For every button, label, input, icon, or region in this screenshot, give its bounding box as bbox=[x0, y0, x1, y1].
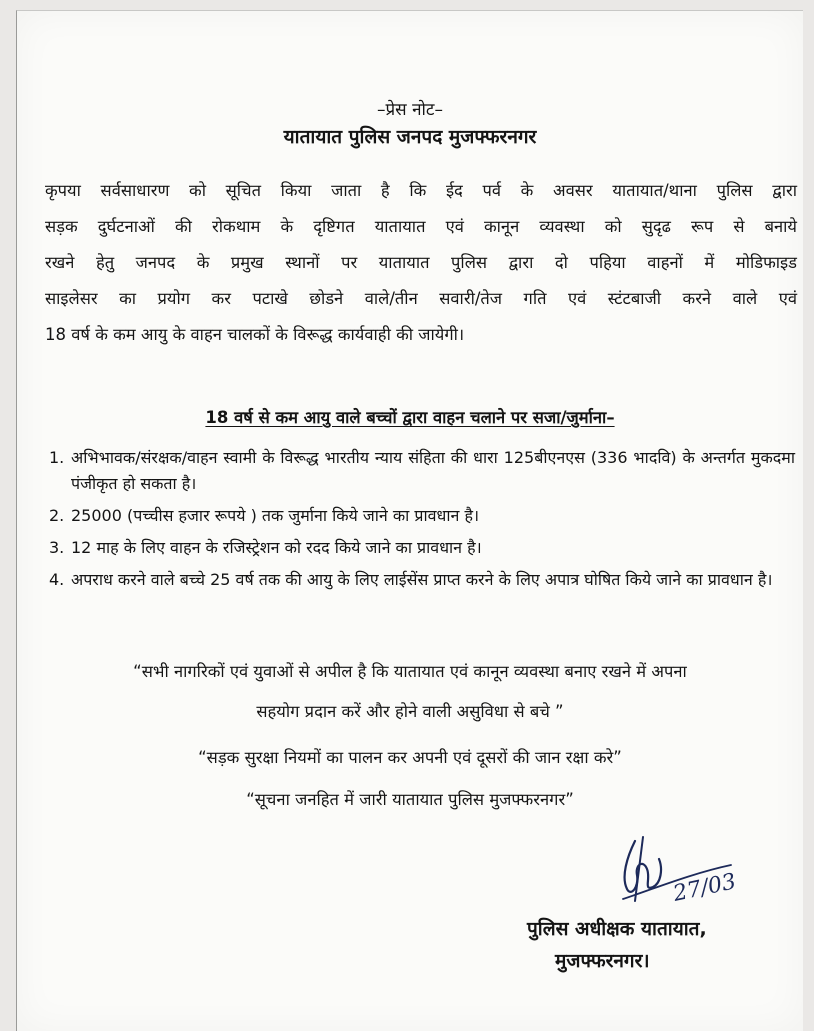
notice-paragraph bbox=[45, 173, 797, 353]
list-item-text: अपराध करने वाले बच्चे 25 वर्ष तक की आयु के लिए लाईसेंस प्राप्त करने के लिए अपात्र घोषित किये जाने का प्रावधान है। bbox=[71, 570, 773, 589]
list-item-text: 12 माह के लिए वाहन के रजिस्ट्रेशन को रदद किये जाने का प्रावधान है। bbox=[71, 538, 482, 557]
penalty-heading-text: 18 वर्ष से कम आयु वाले बच्चों द्वारा वाहन चलाने पर सजा/जुर्माना– bbox=[205, 408, 615, 427]
notice-line: सड़क दुर्घटनाओं की रोकथाम के दृष्टिगत यातायात एवं कानून व्यवस्था को सुदृढ रूप से बनाये bbox=[45, 217, 797, 236]
list-item bbox=[49, 567, 795, 593]
public-interest-notice: “सूचना जनहित में जारी यातायात पुलिस मुजफ्फरनगर” bbox=[246, 790, 574, 809]
notice-line: साइलेसर का प्रयोग कर पटाखे छोडने वाले/तीन सवारी/तेज गति एवं स्टंटबाजी करने वाले एवं bbox=[45, 289, 797, 308]
press-note-sheet bbox=[16, 10, 803, 1031]
list-item-number: 4. bbox=[49, 570, 65, 589]
department-title: यातायात पुलिस जनपद मुजफ्फरनगर bbox=[283, 126, 537, 148]
handwritten-signature-icon bbox=[613, 829, 763, 911]
list-item-number: 2. bbox=[49, 506, 65, 525]
press-note-title: –प्रेस नोट– bbox=[377, 100, 443, 120]
signatory-location: मुजफ्फरनगर। bbox=[555, 950, 650, 972]
list-item-text: 25000 (पच्चीस हजार रूपये ) तक जुर्माना किये जाने का प्रावधान है। bbox=[71, 506, 480, 525]
list-item bbox=[49, 535, 795, 561]
signatory-designation: पुलिस अधीक्षक यातायात, bbox=[527, 918, 707, 940]
penalty-list bbox=[49, 445, 795, 599]
notice-line: कृपया सर्वसाधारण को सूचित किया जाता है कि ईद पर्व के अवसर यातायात/थाना पुलिस द्वारा bbox=[45, 181, 797, 200]
appeal-line-2: सहयोग प्रदान करें और होने वाली असुविधा से बचे ” bbox=[256, 702, 564, 721]
penalty-heading bbox=[17, 405, 803, 428]
signature-date: 27/03 bbox=[671, 869, 739, 907]
list-item-text: अभिभावक/संरक्षक/वाहन स्वामी के विरूद्ध भारतीय न्याय संहिता की धारा 125बीएनएस (336 भादवि) के अन्तर्गत मुकदमा पंजीकृत हो सकता है। bbox=[71, 448, 795, 493]
appeal-line-1: “सभी नागरिकों एवं युवाओं से अपील है कि यातायात एवं कानून व्यवस्था बनाए रखने में अपना bbox=[133, 662, 687, 681]
signatory-block bbox=[527, 913, 707, 977]
notice-line: रखने हेतु जनपद के प्रमुख स्थानों पर यातायात पुलिस द्वारा दो पहिया वाहनों में मोडिफाइड bbox=[45, 253, 797, 272]
notice-line: 18 वर्ष के कम आयु के वाहन चालकों के विरूद्ध कार्यवाही की जायेगी। bbox=[45, 325, 465, 344]
list-item bbox=[49, 445, 795, 497]
list-item-number: 1. bbox=[49, 448, 65, 467]
list-item bbox=[49, 503, 795, 529]
road-safety-appeal: “सड़क सुरक्षा नियमों का पालन कर अपनी एवं दूसरों की जान रक्षा करे” bbox=[198, 748, 622, 767]
list-item-number: 3. bbox=[49, 538, 65, 557]
